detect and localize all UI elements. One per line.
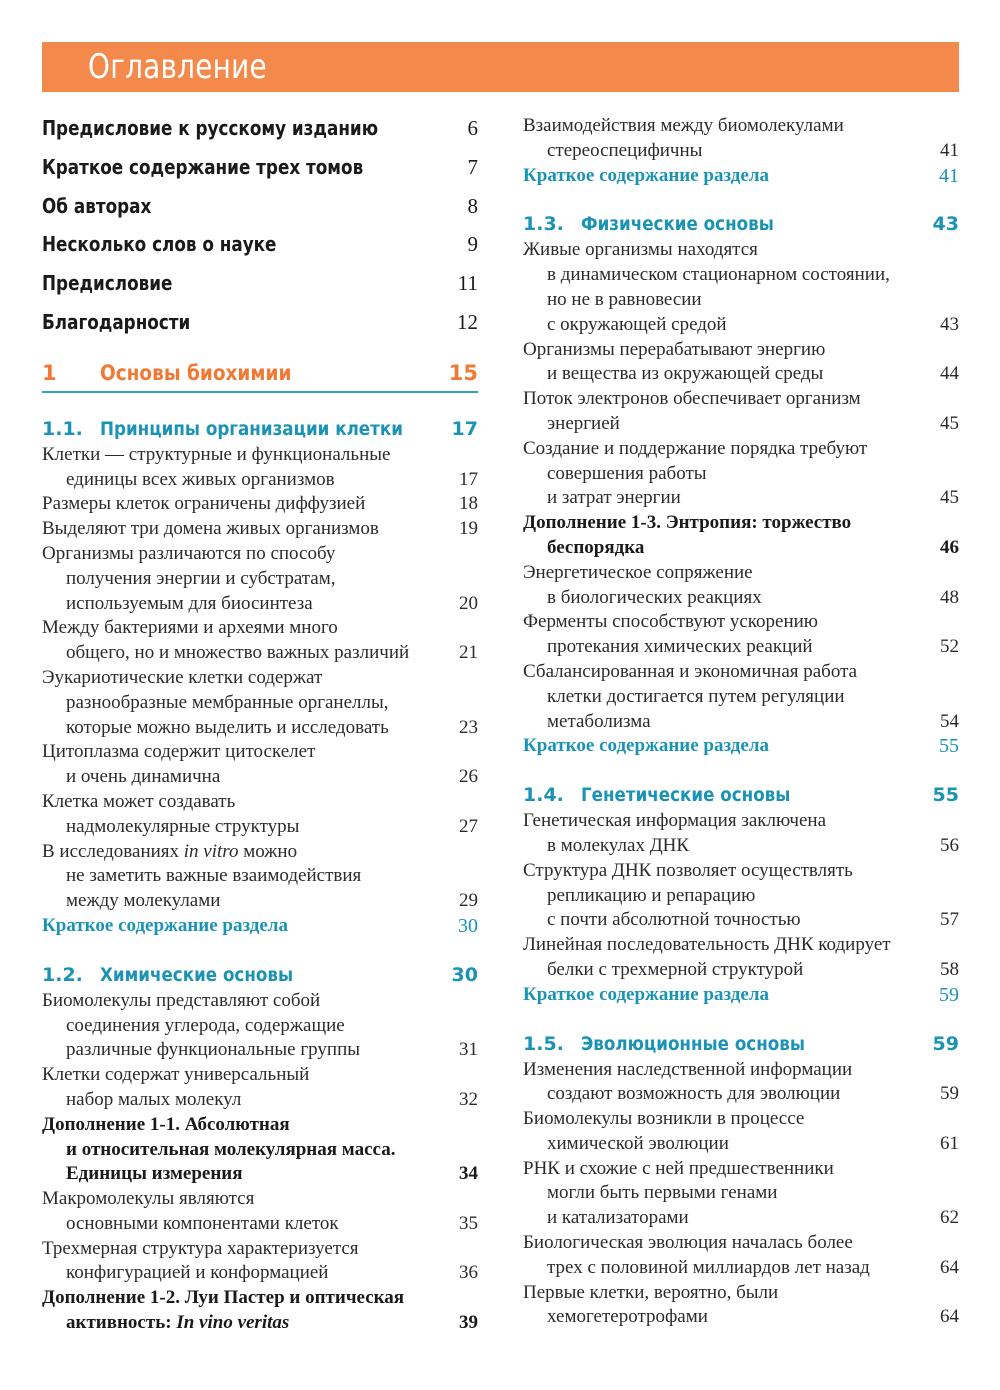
section-number: 1.5. [523, 1032, 564, 1055]
entry-line: Создание и поддержание порядка требуют [523, 437, 868, 459]
section-heading[interactable] [523, 210, 959, 238]
entry-page: 31 [459, 1039, 478, 1061]
entry-line: Краткое содержание раздела [523, 164, 769, 186]
toc-entry[interactable] [42, 443, 478, 493]
entry-text: можно [243, 840, 298, 862]
entry-line: протекания химических реакций [547, 636, 813, 658]
entry-line: Биологическая эволюция началась более [523, 1232, 853, 1254]
entry-line: не заметить важные взаимодействия [66, 865, 362, 887]
toc-section-1-2 [42, 961, 478, 1336]
entry-page: 61 [940, 1132, 959, 1154]
entry-page: 59 [939, 983, 959, 1006]
entry-line: создают возможность для эволюции [547, 1083, 841, 1105]
entry-line: в динамическом стационарном состоянии, [547, 264, 890, 286]
toc-entry[interactable] [523, 561, 959, 611]
entry-page: 44 [940, 363, 959, 385]
toc-entry[interactable] [42, 989, 478, 1063]
section-heading[interactable] [523, 781, 959, 809]
entry-line: и затрат энергии [547, 487, 681, 509]
entry-line: Краткое содержание раздела [523, 983, 769, 1005]
entry-line: набор малых молекул [66, 1088, 242, 1110]
entry-line: Взаимодействия между биомолекулами [523, 115, 844, 136]
entry-page: 20 [459, 592, 478, 614]
entry-line: Клетки — структурные и функциональные [42, 443, 391, 465]
toc-entry[interactable] [42, 840, 478, 914]
entry-line [42, 1311, 478, 1336]
entry-page: 17 [459, 468, 478, 490]
entry-line: Эукариотические клетки содержат [42, 666, 323, 688]
toc-entry[interactable] [523, 1281, 959, 1331]
toc-front-item[interactable] [42, 270, 478, 309]
entry-page: 56 [940, 834, 959, 856]
entry-line: Организмы различаются по способу [42, 542, 336, 564]
toc-entry[interactable] [523, 1157, 959, 1231]
section-summary-entry[interactable] [42, 914, 478, 939]
toc-section-1-5 [523, 1030, 959, 1331]
entry-line: в молекулах ДНК [547, 834, 690, 856]
toc-entry[interactable] [523, 610, 959, 660]
entry-line: в биологических реакциях [547, 586, 762, 608]
entry-page: 46 [940, 536, 959, 558]
entry-line: и относительная молекулярная масса. [66, 1138, 396, 1160]
toc-supplement-entry[interactable] [42, 1113, 478, 1187]
toc-left-column [42, 115, 478, 1336]
entry-line: с почти абсолютной точностью [547, 909, 801, 931]
entry-page: 30 [458, 914, 478, 937]
toc-front-page: 7 [467, 154, 478, 179]
entry-page: 52 [940, 636, 959, 658]
toc-front-title: Краткое содержание трех томов [42, 154, 364, 179]
entry-line: Биомолекулы представляют собой [42, 989, 321, 1011]
entry-page: 41 [940, 139, 959, 161]
toc-entry[interactable] [523, 1107, 959, 1157]
entry-line: общего, но и множество важных различий [66, 642, 410, 664]
section-summary-entry[interactable] [523, 983, 959, 1008]
entry-page: 35 [459, 1212, 478, 1234]
entry-line: Дополнение 1-1. Абсолютная [42, 1113, 290, 1135]
entry-line: хемогетеротрофами [547, 1306, 708, 1328]
toc-entry[interactable] [42, 616, 478, 666]
toc-entry[interactable] [42, 790, 478, 840]
toc-entry[interactable] [523, 660, 959, 734]
entry-line: соединения углерода, содержащие [66, 1014, 345, 1036]
entry-line: и очень динамична [66, 766, 221, 788]
toc-entry[interactable] [42, 1187, 478, 1237]
entry-line: Организмы перерабатывают энергию [523, 338, 826, 360]
toc-front-title: Об авторах [42, 193, 152, 218]
entry-line: Между бактериями и археями много [42, 617, 338, 639]
toc-entry[interactable] [42, 666, 478, 740]
section-title: Химические основы [100, 963, 294, 986]
section-title: Эволюционные основы [581, 1032, 805, 1055]
section-number: 1.4. [523, 784, 564, 807]
entry-line: Цитоплазма содержит цитоскелет [42, 741, 316, 763]
section-number: 1.2. [42, 963, 83, 986]
entry-line: химической эволюции [547, 1132, 729, 1154]
toc-front-item[interactable] [42, 154, 478, 193]
toc-entry[interactable] [42, 542, 478, 616]
toc-entry[interactable] [523, 114, 959, 164]
entry-page: 62 [940, 1207, 959, 1229]
entry-line: Краткое содержание раздела [523, 735, 769, 757]
toc-supplement-entry[interactable] [523, 511, 959, 561]
toc-entry[interactable] [42, 740, 478, 790]
entry-line: РНК и схожие с ней предшественники [523, 1157, 834, 1179]
toc-front-page: 11 [457, 271, 478, 296]
section-title: Принципы организации клетки [100, 417, 403, 440]
toc-chapter-heading[interactable] [42, 359, 478, 393]
entry-page: 21 [459, 642, 478, 664]
entry-line: метаболизма [547, 710, 651, 732]
toc-entry[interactable] [523, 933, 959, 983]
entry-page: 41 [939, 164, 959, 187]
entry-line: Живые организмы находятся [523, 239, 758, 261]
entry-text: активность: [66, 1312, 172, 1334]
entry-line: Структура ДНК позволяет осуществлять [523, 859, 853, 881]
entry-line: энергией [547, 412, 620, 434]
entry-line: репликацию и репарацию [547, 884, 756, 906]
entry-page: 45 [940, 487, 959, 509]
toc-entry[interactable] [42, 1237, 478, 1287]
toc-front-title: Несколько слов о науке [42, 232, 277, 257]
entry-page: 27 [459, 815, 478, 837]
toc-front-page: 12 [457, 309, 478, 334]
entry-line: Поток электронов обеспечивает организм [523, 388, 861, 410]
page-title: Оглавление [88, 47, 267, 87]
entry-line: с окружающей средой [547, 313, 727, 335]
entry-line [42, 840, 478, 865]
entry-line: Выделяют три домена живых организмов [42, 518, 379, 540]
entry-line: Краткое содержание раздела [42, 914, 288, 936]
toc-front-item[interactable] [42, 231, 478, 270]
toc-front-title: Предисловие к русскому изданию [42, 116, 379, 140]
toc-front-page: 6 [467, 116, 478, 140]
entry-page: 34 [459, 1163, 478, 1185]
section-number: 1.1. [42, 417, 83, 440]
entry-page: 36 [459, 1262, 478, 1284]
toc-supplement-entry[interactable] [42, 1286, 478, 1336]
toc-front-page: 8 [467, 193, 478, 218]
toc-entry[interactable] [523, 338, 959, 388]
entry-line: беспорядка [547, 536, 645, 558]
section-title: Физические основы [581, 213, 774, 236]
entry-line: Линейная последовательность ДНК кодирует [523, 934, 891, 956]
toc-entry[interactable] [523, 387, 959, 437]
entry-page: 43 [940, 313, 959, 335]
entry-line: различные функциональные группы [66, 1039, 361, 1061]
toc-entry[interactable] [523, 809, 959, 859]
section-page: 59 [932, 1032, 959, 1055]
toc-entry[interactable] [523, 238, 959, 337]
toc-entry[interactable] [42, 517, 478, 542]
toc-front-item[interactable] [42, 115, 478, 154]
entry-page: 58 [940, 958, 959, 980]
entry-line: Трехмерная структура характеризуется [42, 1237, 359, 1259]
entry-line: Размеры клеток ограничены диффузией [42, 493, 366, 515]
entry-line: Генетическая информация заключена [523, 810, 827, 832]
entry-line: Ферменты способствуют ускорению [523, 611, 818, 633]
entry-line: Клетка может создавать [42, 790, 236, 812]
entry-line: белки с трехмерной структурой [547, 958, 804, 980]
entry-line: единицы всех живых организмов [66, 468, 335, 490]
chapter-title: Основы биохимии [100, 360, 292, 385]
entry-line: Первые клетки, вероятно, были [523, 1281, 779, 1303]
entry-line: могли быть первыми генами [547, 1182, 778, 1204]
toc-entry[interactable] [42, 1063, 478, 1113]
entry-page: 18 [459, 493, 478, 515]
entry-line: конфигурацией и конформацией [66, 1262, 329, 1284]
entry-line: стереоспецифичны [547, 139, 703, 161]
entry-line: трех с половиной миллиардов лет назад [547, 1256, 870, 1278]
section-title: Генетические основы [581, 784, 791, 807]
entry-line: и вещества из окружающей среды [547, 363, 824, 385]
entry-page: 64 [940, 1306, 959, 1328]
toc-section-1-4 [523, 781, 959, 1007]
entry-line: основными компонентами клеток [66, 1212, 339, 1234]
entry-page: 29 [459, 890, 478, 912]
entry-page: 45 [940, 412, 959, 434]
chapter-number: 1 [42, 360, 57, 385]
entry-page: 39 [459, 1312, 478, 1334]
section-summary-entry[interactable] [523, 164, 959, 189]
section-page: 55 [932, 784, 959, 807]
entry-line: совершения работы [547, 462, 707, 484]
section-summary-entry[interactable] [523, 734, 959, 759]
entry-line: используемым для биосинтеза [66, 592, 313, 614]
entry-line: но не в равновесии [547, 288, 702, 310]
entry-line: Дополнение 1-2. Луи Пастер и оптическая [42, 1287, 405, 1309]
section-number: 1.3. [523, 213, 564, 236]
toc-front-page: 9 [467, 232, 478, 257]
entry-page: 57 [940, 909, 959, 931]
entry-page: 59 [940, 1083, 959, 1105]
section-page: 30 [451, 963, 478, 986]
toc-entry[interactable] [523, 437, 959, 511]
entry-page: 32 [459, 1088, 478, 1110]
toc-entry[interactable] [523, 859, 959, 933]
toc-front-item[interactable] [42, 309, 478, 348]
entry-line: Дополнение 1-3. Энтропия: торжество [523, 512, 852, 534]
entry-line: разнообразные мембранные органеллы, [66, 691, 389, 713]
entry-page: 48 [940, 586, 959, 608]
entry-line: клетки достигается путем регуляции [547, 685, 845, 707]
toc-entry[interactable] [523, 1058, 959, 1108]
entry-line: Макромолекулы являются [42, 1188, 255, 1210]
entry-text: В исследованиях [42, 840, 180, 862]
entry-line: Энергетическое сопряжение [523, 561, 753, 583]
section-heading[interactable] [42, 961, 478, 989]
entry-line: между молекулами [66, 890, 221, 912]
entry-italic-text: In vino veritas [176, 1312, 290, 1334]
entry-page: 55 [939, 735, 959, 758]
entry-line: которые можно выделить и исследовать [66, 716, 389, 738]
entry-page: 54 [940, 710, 959, 732]
entry-line: Клетки содержат универсальный [42, 1064, 310, 1086]
entry-page: 23 [459, 716, 478, 738]
section-heading[interactable] [42, 415, 478, 443]
entry-line: надмолекулярные структуры [66, 815, 300, 837]
toc-front-title: Благодарности [42, 309, 191, 334]
entry-page: 26 [459, 766, 478, 788]
entry-italic-text: in vitro [183, 840, 239, 862]
toc-section-1-1 [42, 415, 478, 939]
entry-line: получения энергии и субстратам, [66, 567, 336, 589]
toc-front-title: Предисловие [42, 271, 173, 296]
entry-line: Изменения наследственной информации [523, 1058, 853, 1080]
entry-page: 64 [940, 1256, 959, 1278]
toc-right-column [523, 114, 959, 1330]
entry-page: 19 [459, 518, 478, 540]
section-heading[interactable] [523, 1030, 959, 1058]
entry-line: Биомолекулы возникли в процессе [523, 1108, 805, 1130]
entry-line: и катализаторами [547, 1207, 689, 1229]
toc-front-item[interactable] [42, 193, 478, 232]
toc-section-1-3 [523, 210, 959, 759]
section-page: 17 [451, 417, 478, 440]
toc-entry[interactable] [42, 492, 478, 517]
section-page: 43 [932, 213, 959, 236]
entry-line: Единицы измерения [66, 1163, 243, 1185]
entry-line: Сбалансированная и экономичная работа [523, 660, 858, 682]
chapter-page: 15 [448, 360, 478, 385]
toc-entry[interactable] [523, 1231, 959, 1281]
